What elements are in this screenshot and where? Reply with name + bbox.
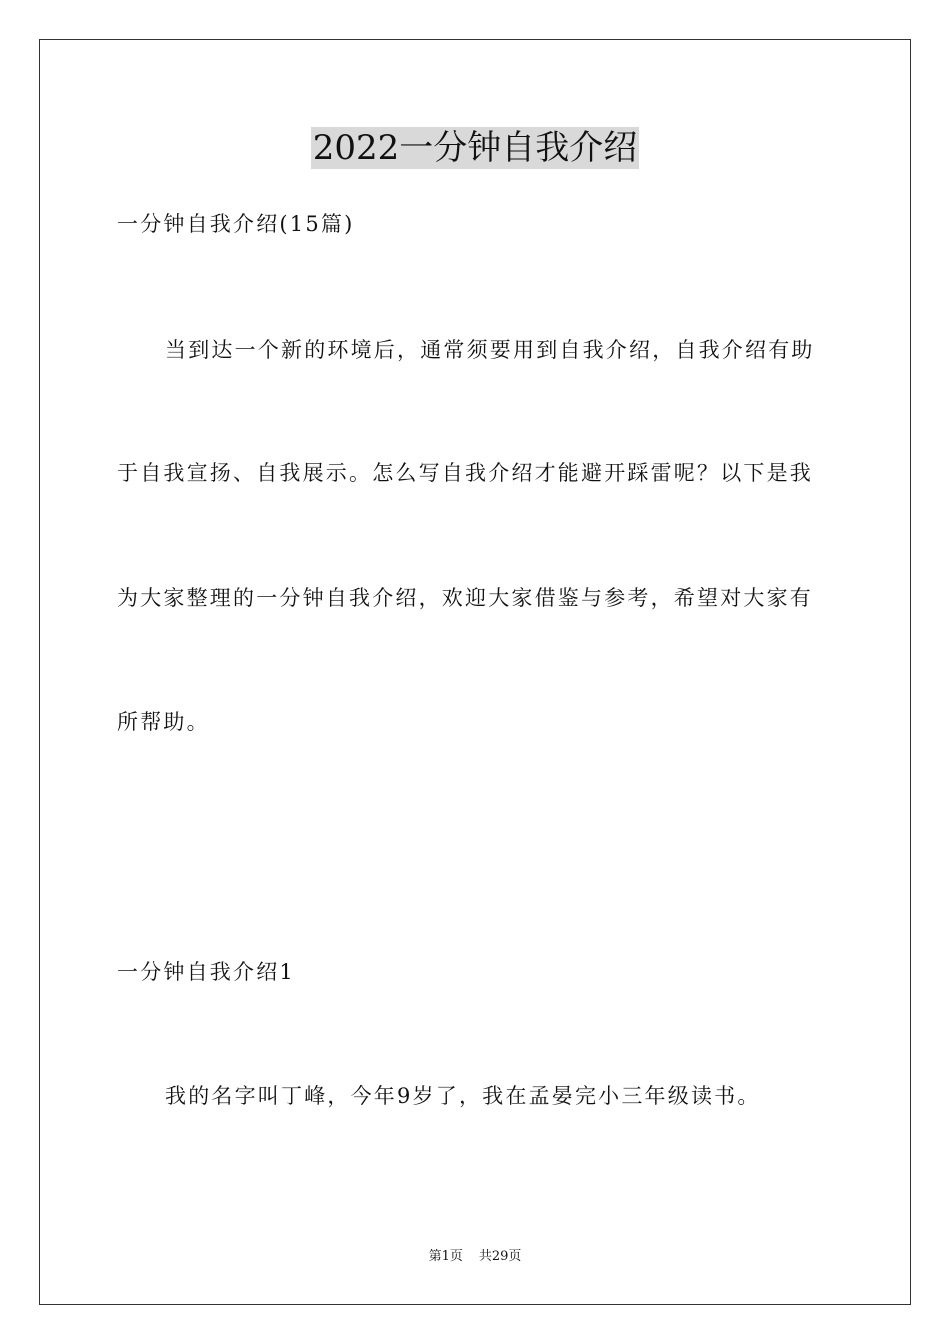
page-footer — [0, 1248, 950, 1266]
page-total: 共29页 — [478, 1249, 522, 1264]
intro-paragraph-line: 于自我宣扬、自我展示。怎么写自我介绍才能避开踩雷呢？以下是我 — [117, 461, 813, 485]
page-number: 第1页 — [428, 1249, 463, 1264]
document-subtitle: 一分钟自我介绍(15篇) — [117, 212, 355, 236]
section-heading: 一分钟自我介绍1 — [117, 960, 295, 984]
intro-paragraph-line: 所帮助。 — [117, 710, 210, 734]
section-paragraph-line: 我的名字叫丁峰，今年9岁了，我在孟晏完小三年级读书。 — [165, 1084, 761, 1108]
title-container — [0, 127, 950, 169]
document-title: 2022一分钟自我介绍 — [312, 128, 638, 168]
intro-paragraph-line: 为大家整理的一分钟自我介绍，欢迎大家借鉴与参考，希望对大家有 — [117, 586, 813, 610]
intro-paragraph-line: 当到达一个新的环境后，通常须要用到自我介绍，自我介绍有助 — [165, 338, 815, 362]
